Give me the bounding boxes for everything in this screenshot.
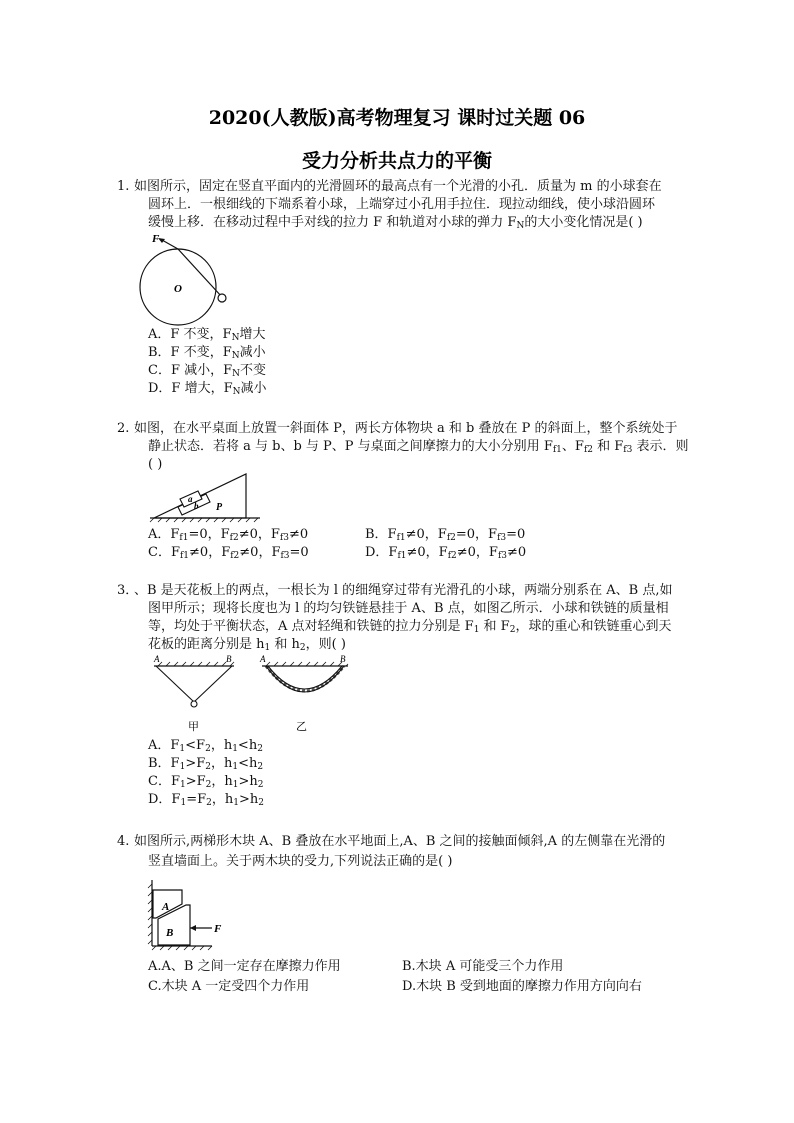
chain-inner	[268, 666, 342, 689]
label-f: F	[214, 923, 222, 935]
question-1-number: 1.	[117, 179, 130, 194]
force-arrow	[162, 240, 178, 249]
label-p: P	[216, 502, 223, 513]
question-3-line-4: 花板的距离分别是 $h_1$ 和 $h_2$，则( )	[148, 637, 346, 653]
question-1-option-a[interactable]: A．F 不变，$F_N$增大	[148, 327, 266, 343]
question-4-number: 4.	[117, 834, 130, 849]
question-1-option-d[interactable]: D．F 增大，$F_N$减小	[148, 381, 267, 397]
question-4-option-d[interactable]: D.木块 B 受到地面的摩擦力作用方向向右	[402, 979, 642, 994]
question-1-line-1: 如图所示，固定在竖直平面内的光滑圆环的最高点有一个光滑的小孔．质量为 m 的小球套在	[134, 179, 662, 194]
question-4-figure	[142, 878, 252, 952]
page-subtitle: 受力分析共点力的平衡	[301, 150, 492, 172]
label-a: A	[162, 901, 170, 913]
question-1-line-2: 圆环上．一根细线的下端系着小球，上端穿过小孔用手拉住．现拉动细线，使小球沿圆环	[148, 197, 656, 212]
ball	[191, 701, 197, 707]
question-3-number: 3．	[117, 583, 139, 598]
question-3-line-1: 、B 是天花板上的两点，一根长为 l 的细绳穿过带有光滑孔的小球，两端分别系在 A、B 点,如	[134, 583, 673, 598]
label-b: B	[226, 654, 232, 664]
question-3-line-2: 图甲所示；现将长度也为 l 的均匀铁链悬挂于 A、B 点，如图乙所示．小球和铁链的质量相	[148, 601, 669, 616]
question-3-option-b[interactable]: B．$F_1>F_2$，$h_1<h_2$	[148, 756, 264, 772]
question-2-number: 2.	[117, 421, 130, 436]
question-4-line-2: 竖直墙面上。关于两木块的受力,下列说法正确的是( )	[148, 854, 453, 869]
label-b: B	[166, 927, 174, 939]
caption-jia: 甲	[188, 720, 199, 733]
question-3-option-d[interactable]: D．$F_1=F_2$，$h_1>h_2$	[148, 792, 264, 808]
label-a: a	[188, 494, 193, 504]
caption-yi: 乙	[296, 720, 307, 733]
question-1-option-c[interactable]: C．F 减小，$F_N$不变	[148, 363, 267, 379]
small-ball	[218, 294, 226, 302]
page-title: 2020(人教版)高考物理复习 课时过关题 06	[208, 107, 586, 129]
question-3-option-c[interactable]: C．$F_1>F_2$，$h_1>h_2$	[148, 774, 264, 790]
center-label: O	[174, 283, 182, 295]
question-2-line-1: 如图，在水平桌面上放置一斜面体 P，两长方体物块 a 和 b 叠放在 P 的斜面上，整个系统处于	[134, 421, 678, 436]
question-2-line-3: ( )	[148, 457, 163, 472]
question-3-figure-yi	[258, 654, 358, 734]
question-4-option-b[interactable]: B.木块 A 可能受三个力作用	[402, 959, 564, 974]
question-4-line-1: 如图所示,两梯形木块 A、B 叠放在水平地面上,A、B 之间的接触面倾斜,A 的左侧靠在光滑的	[134, 834, 666, 849]
label-b: B	[340, 654, 346, 664]
label-a: A	[260, 654, 266, 664]
question-4-option-a[interactable]: A.A、B 之间一定存在摩擦力作用	[148, 959, 341, 974]
label-b: b	[194, 501, 199, 511]
question-3-line-3: 等，均处于平衡状态，A 点对轻绳和铁链的拉力分别是 $F_1$ 和 $F_2$，球的重心和铁链重心到天	[148, 619, 672, 635]
question-2-option-c[interactable]: C．$F_{f1}\ne 0$，$F_{f2}\ne 0$，$F_{f3}=0$	[148, 545, 309, 561]
question-3-figure-jia	[150, 654, 240, 734]
force-label: F	[152, 233, 160, 245]
question-2-figure	[150, 470, 270, 522]
label-a: A	[154, 654, 160, 664]
question-2-line-2: 静止状态．若将 a 与 b、b 与 P、P 与桌面之间摩擦力的大小分别用 $F_{f1}$、$F_{f2}$ 和 $F_{f3}$ 表示．则	[148, 439, 689, 455]
question-2-option-d[interactable]: D．$F_{f1}\ne 0$，$F_{f2}\ne 0$，$F_{f3}\ne 0$	[365, 545, 527, 561]
question-4-option-c[interactable]: C.木块 A 一定受四个力作用	[148, 979, 310, 994]
question-2-option-b[interactable]: B．$F_{f1}\ne 0$，$F_{f2}=0$，$F_{f3}=0$	[365, 527, 526, 543]
question-1-figure	[140, 232, 240, 332]
question-3-option-a[interactable]: A．$F_1<F_2$，$h_1<h_2$	[148, 738, 263, 754]
question-1-option-b[interactable]: B．F 不变，$F_N$减小	[148, 345, 266, 361]
question-2-option-a[interactable]: A．$F_{f1}=0$，$F_{f2}\ne 0$，$F_{f3}\ne 0$	[148, 527, 309, 543]
question-1-line-3: 缓慢上移．在移动过程中手对线的拉力 F 和轨道对小球的弹力 $F_N$的大小变化情况是( )	[148, 215, 643, 231]
